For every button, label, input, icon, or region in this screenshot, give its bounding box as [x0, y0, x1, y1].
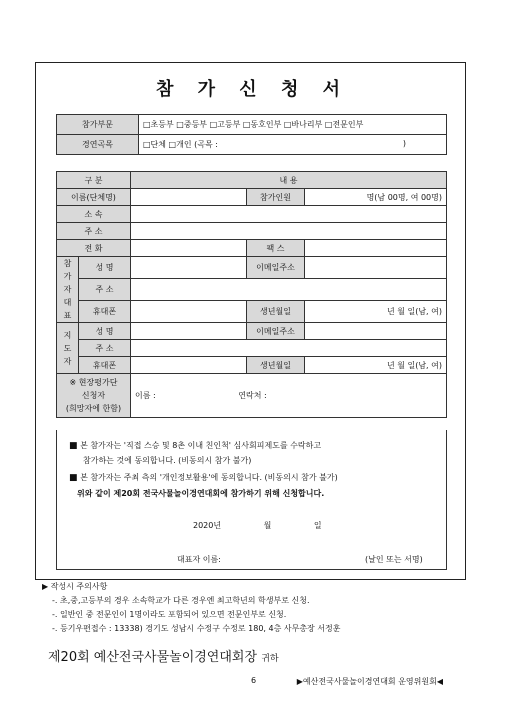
participant-rep-label: 참 가 자 대 표 [57, 257, 79, 323]
rep-mobile-label: 휴대폰 [79, 301, 131, 323]
participants-field[interactable]: 명(남 00명, 여 00명) [305, 189, 447, 206]
name-label: 이름(단체명) [57, 189, 131, 206]
col-category: 구 분 [57, 172, 131, 189]
fax-label: 팩 스 [247, 240, 305, 257]
division-options[interactable]: □초등부 □중등부 □고등부 □동호인부 □바나리부 □전문인부 [139, 115, 447, 135]
col-content: 내 용 [131, 172, 447, 189]
inst-birth-label: 생년월일 [247, 357, 305, 374]
consent-box [56, 430, 447, 570]
consent-item-1 [69, 440, 321, 451]
inst-mobile-field[interactable] [131, 357, 247, 374]
rep-email-field[interactable] [305, 257, 447, 279]
participants-label: 참가인원 [247, 189, 305, 206]
rep-email-label: 이메일주소 [247, 257, 305, 279]
consent-item-2-text: 본 참가자는 주최 측의 '개인정보활용'에 동의합니다. (비동의시 참가 불가) [80, 473, 338, 482]
inst-mobile-label: 휴대폰 [79, 357, 131, 374]
entry-label: 경연곡목 [57, 135, 139, 155]
bullet-square-icon: ■ [69, 473, 78, 483]
rep-address-field[interactable] [131, 279, 447, 301]
notes-heading: ▶ 작성시 주의사항 [42, 582, 108, 591]
consent-statement: 위와 같이 제20회 전국사물놀이경연대회에 참가하기 위해 신청합니다. [77, 489, 325, 498]
rep-name-field[interactable] [131, 257, 247, 279]
phone-label: 전 화 [57, 240, 131, 257]
form-title: 참 가 신 청 서 [155, 79, 349, 100]
evaluator-name: 이름 : [135, 391, 156, 400]
rep-birth-field[interactable]: 년 월 일(남, 여) [305, 301, 447, 323]
inst-email-label: 이메일주소 [247, 323, 305, 340]
application-table [56, 171, 447, 418]
inst-address-field[interactable] [131, 340, 447, 357]
division-table [56, 114, 447, 155]
inst-name-label: 성 명 [79, 323, 131, 340]
affiliation-label: 소 속 [57, 206, 131, 223]
evaluator-label: ※ 현장평가단 신청자 (희망자에 한함) [57, 374, 131, 418]
date-year: 2020년 [193, 521, 222, 530]
entry-options-text: □단체 □개인 (곡목 : [143, 140, 218, 149]
fax-field[interactable] [305, 240, 447, 257]
rep-name-label: 성 명 [79, 257, 131, 279]
organizer-name: 제20회 예산전국사물놀이경연대회장 [48, 650, 258, 665]
inst-address-label: 주 소 [79, 340, 131, 357]
name-field[interactable] [131, 189, 247, 206]
date-month: 월 [263, 521, 272, 530]
rep-mobile-field[interactable] [131, 301, 247, 323]
date-line [193, 520, 322, 531]
affiliation-field[interactable] [131, 206, 447, 223]
note-2: -. 일반인 중 전문인이 1명이라도 포함되어 있으면 전문인부로 신청. [52, 610, 287, 619]
note-1: -. 초,중,고등부의 경우 소속학교가 다른 경우엔 최고학년의 학생부로 신청. [52, 596, 310, 605]
inst-birth-field[interactable]: 년 월 일(남, 여) [305, 357, 447, 374]
division-label: 참가부문 [57, 115, 139, 135]
notes [42, 581, 341, 637]
rep-signature-label: 대표자 이름: [177, 555, 221, 564]
organizer-suffix: 귀하 [261, 654, 279, 664]
instructor-label: 지 도 자 [57, 323, 79, 374]
evaluator-contact: 연락처 : [238, 391, 267, 400]
evaluator-field[interactable] [131, 374, 447, 418]
inst-email-field[interactable] [305, 323, 447, 340]
consent-item-1-text: 본 참가자는 '직접 스승 및 8촌 이내 친인척' 심사회피제도를 수락하고 [80, 441, 322, 450]
organizer [48, 646, 279, 665]
entry-options[interactable] [139, 135, 447, 155]
address-field[interactable] [131, 223, 447, 240]
page-number: 6 [251, 676, 257, 685]
bullet-square-icon: ■ [69, 441, 78, 451]
entry-close: ) [402, 139, 406, 148]
consent-item-1-cont: 참가하는 것에 동의합니다. (비동의시 참가 불가) [83, 456, 252, 465]
rep-birth-label: 생년월일 [247, 301, 305, 323]
address-label: 주 소 [57, 223, 131, 240]
inst-name-field[interactable] [131, 323, 247, 340]
consent-item-2 [69, 472, 338, 483]
phone-field[interactable] [131, 240, 247, 257]
seal-label: (날인 또는 서명) [365, 555, 423, 564]
rep-address-label: 주 소 [79, 279, 131, 301]
date-day: 일 [313, 521, 322, 530]
note-3: -. 등기우편접수 : 13338) 경기도 성남시 수정구 수정로 180, 4층 사무총장 서정훈 [52, 624, 341, 633]
committee-name: ▶예산전국사물놀이경연대회 운영위원회◀ [296, 677, 443, 686]
